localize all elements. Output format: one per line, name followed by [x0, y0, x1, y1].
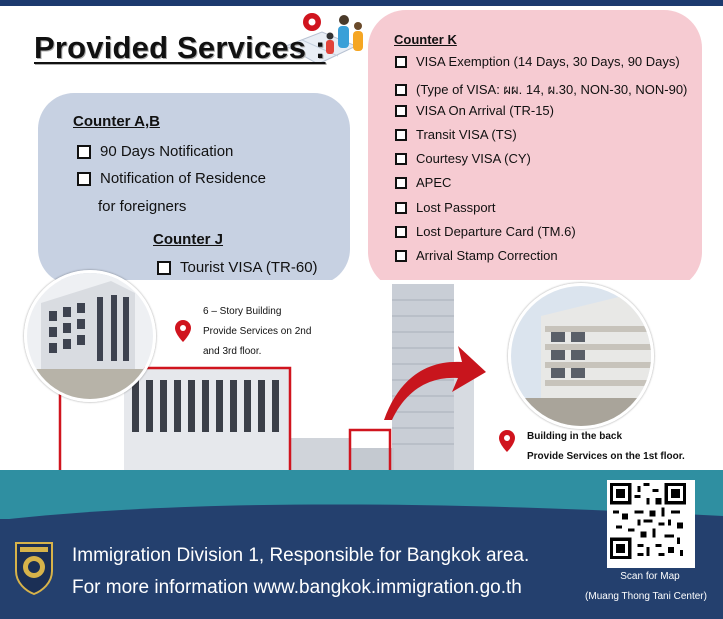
footer-line-2: For more information www.bangkok.immigration.go.th	[72, 577, 522, 598]
service-item	[395, 151, 531, 166]
counter-k-heading: Counter K	[394, 32, 457, 47]
service-item	[395, 248, 558, 263]
service-label: Arrival Stamp Correction	[416, 248, 558, 263]
service-item	[395, 200, 496, 215]
footer-line-1: Immigration Division 1, Responsible for Bangkok area.	[72, 545, 530, 566]
counter-ab-heading: Counter A,B	[73, 113, 160, 130]
front-building-note	[203, 302, 311, 362]
scan-label: Scan for Map	[620, 571, 680, 582]
checkbox-icon	[395, 226, 407, 238]
service-label: Transit VISA (TS)	[416, 127, 517, 142]
checkbox-icon	[77, 145, 91, 159]
service-item	[395, 103, 554, 118]
service-item	[395, 175, 451, 190]
service-item	[395, 224, 576, 239]
service-item	[395, 127, 517, 142]
service-label-continuation: for foreigners	[98, 198, 187, 215]
service-item	[77, 143, 233, 160]
checkbox-icon	[395, 177, 407, 189]
service-item	[157, 259, 318, 276]
back-building-note	[527, 427, 685, 467]
back-building-photo	[508, 283, 654, 429]
note-line: Provide Services on 2nd	[203, 326, 312, 337]
note-line: 6 – Story Building	[203, 306, 282, 317]
service-label: (Type of VISA: ผผ. 14, ผ.30, NON-30, NON-90)	[416, 82, 688, 97]
checkbox-icon	[395, 129, 407, 141]
map-pin-icon	[175, 320, 191, 342]
service-item	[77, 170, 266, 187]
checkbox-icon	[395, 84, 407, 96]
checkbox-icon	[395, 56, 407, 68]
note-line: Provide Services on the 1st floor.	[527, 451, 685, 462]
page-title: Provided Services :	[34, 30, 326, 65]
checkbox-icon	[395, 153, 407, 165]
counter-j-heading: Counter J	[153, 231, 224, 248]
note-line: Building in the back	[527, 431, 623, 442]
scan-sublabel: (Muang Thong Tani Center)	[585, 591, 707, 602]
checkbox-icon	[77, 172, 91, 186]
checkbox-icon	[157, 261, 171, 275]
checkbox-icon	[395, 250, 407, 262]
service-label: VISA On Arrival (TR-15)	[416, 103, 554, 118]
checkbox-icon	[395, 202, 407, 214]
service-item	[395, 54, 680, 69]
service-label: Tourist VISA (TR-60)	[180, 259, 318, 276]
note-line: and 3rd floor.	[203, 346, 262, 357]
service-label: Notification of Residence	[100, 170, 266, 187]
checkbox-icon	[395, 105, 407, 117]
service-label: Lost Departure Card (TM.6)	[416, 224, 576, 239]
service-label: Courtesy VISA (CY)	[416, 151, 531, 166]
qr-code-icon[interactable]	[607, 480, 695, 568]
map-pin-icon	[499, 430, 515, 452]
service-item	[395, 79, 687, 100]
front-building-photo	[24, 270, 156, 402]
immigration-emblem-icon	[12, 541, 56, 595]
service-label: APEC	[416, 175, 452, 190]
service-label: VISA Exemption (14 Days, 30 Days, 90 Days)	[416, 54, 680, 69]
service-label: Lost Passport	[416, 200, 496, 215]
service-label: 90 Days Notification	[100, 143, 234, 160]
